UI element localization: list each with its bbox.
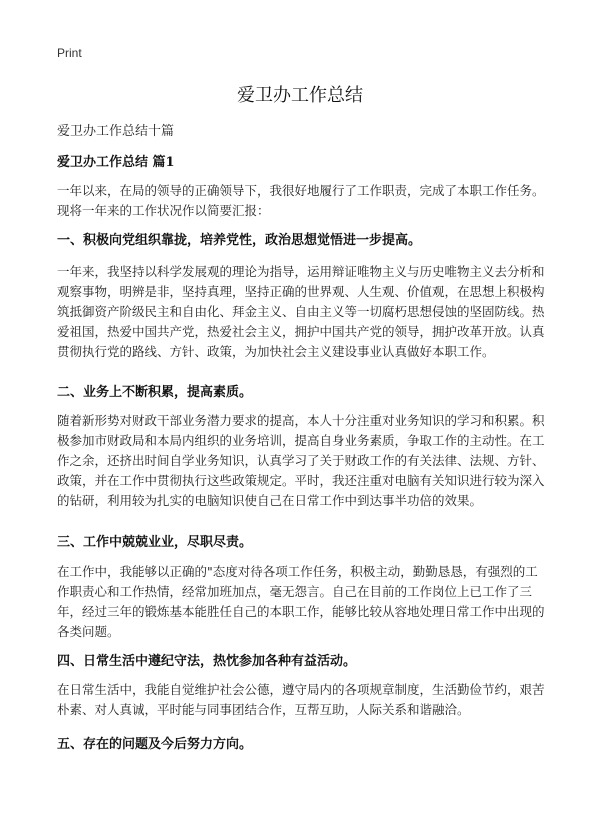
- paragraph-3: 在工作中，我能够以正确的"态度对待各项工作任务，积极主动，勤勤恳恳，有强烈的工作职责心和工作热情，经常加班加点，毫无怨言。自己在目前的工作岗位上已工作了三年，经过三年的锻炼基本能胜任自己的本职工作，能够比较从容地处理日常工作中出现的各类问题。: [57, 564, 545, 639]
- document-title: 爱卫办工作总结: [237, 85, 363, 106]
- heading-5: 五、存在的问题及今后努力方向。: [57, 737, 253, 752]
- document-subtitle: 爱卫办工作总结十篇: [57, 124, 175, 139]
- section-title: 爱卫办工作总结 篇1: [57, 155, 175, 170]
- heading-4: 四、日常生活中遵纪守法，热忱参加各种有益活动。: [57, 654, 357, 669]
- heading-3: 三、工作中兢兢业业，尽职尽责。: [57, 535, 253, 550]
- heading-1: 一、积极向党组织靠拢，培养党性，政治思想觉悟进一步提高。: [57, 233, 422, 248]
- paragraph-1: 一年来，我坚持以科学发展观的理论为指导，运用辩证唯物主义与历史唯物主义去分析和观察事物，明辨是非，坚持真理，坚持正确的世界观、人生观、价值观，在思想上积极构筑抵御资产阶级民主和自由化、拜金主义、自由主义等一切腐朽思想侵蚀的坚固防线。热爱祖国，热爱中国共产党，热爱社会主义，拥护中国共产党的领导，拥护改革开放。认真贯彻执行党的路线、方针、政策，为加快社会主义建设事业认真做好本职工作。: [57, 264, 545, 359]
- paragraph-2: 随着新形势对财政干部业务潜力要求的提高，本人十分注重对业务知识的学习和积累。积极参加市财政局和本局内组织的业务培训，提高自身业务素质，争取工作的主动性。在工作之余，还挤出时间自学业务知识，认真学习了关于财政工作的有关法律、法规、方针、政策，并在工作中贯彻执行这些政策规定。平时，我还注重对电脑有关知识进行较为深入的钻研，利用较为扎实的电脑知识使自己在日常工作中到达事半功倍的效果。: [57, 413, 545, 508]
- intro-paragraph: 一年以来，在局的领导的正确领导下，我很好地履行了工作职责，完成了本职工作任务。现将一年来的工作状况作以简要汇报：: [57, 183, 545, 218]
- print-label[interactable]: Print: [57, 46, 82, 60]
- heading-2: 二、业务上不断积累，提高素质。: [57, 385, 253, 400]
- paragraph-4: 在日常生活中，我能自觉维护社会公德，遵守局内的各项规章制度，生活勤俭节约，艰苦朴素、对人真诚，平时能与同事团结合作，互帮互助，人际关系和谐融洽。: [57, 682, 545, 717]
